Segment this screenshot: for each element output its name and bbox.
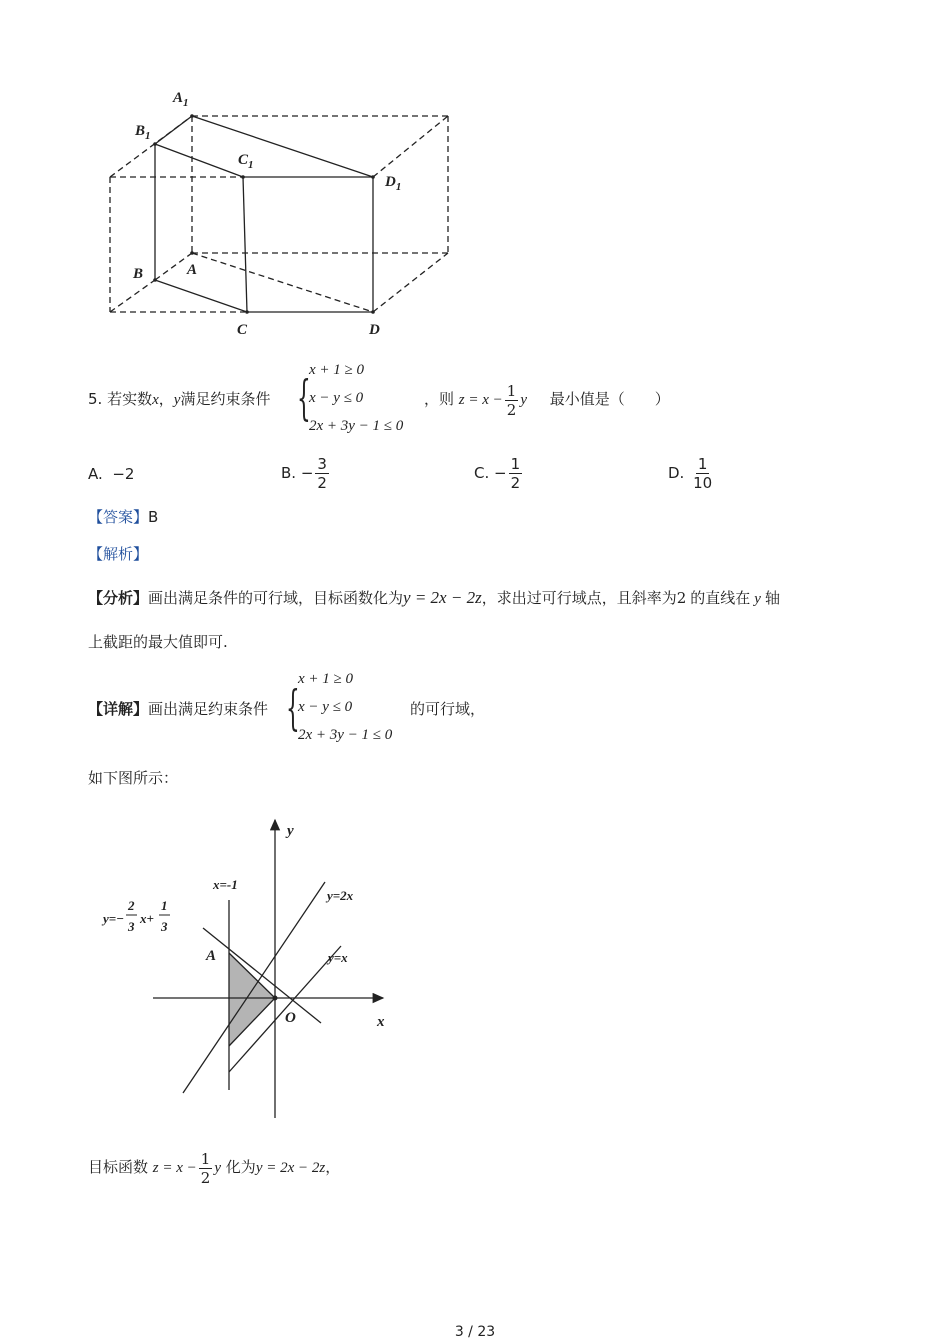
cuboid-figure: [95, 80, 475, 345]
detail-tail: 的可行域，: [410, 700, 486, 718]
label-d1: $D_1$: [385, 174, 402, 193]
detail-constraint: x − y ≤ 0: [298, 699, 353, 715]
option-b[interactable]: B. − $\frac{3}{2}$: [281, 455, 327, 492]
label-c: C: [237, 322, 248, 338]
label-point-a: A: [206, 948, 217, 964]
q5-objective: ，则 z = x − $\frac{1}{2}$ y 最小值是（ ）: [424, 381, 670, 419]
label-a1: $A_1$: [173, 90, 189, 109]
q5-constraint: x − y ≤ 0: [309, 390, 364, 406]
option-a[interactable]: A. −2: [88, 465, 135, 483]
option-d[interactable]: D. $\frac{1}{10}$: [668, 455, 713, 492]
q5-stem: 5. 若实数x，y满足约束条件: [88, 390, 271, 408]
svg-text:3: 3: [161, 919, 168, 934]
label-c1: $C_1$: [238, 152, 254, 171]
q5-constraint-system: [309, 356, 403, 440]
label-y-axis: y: [287, 823, 294, 839]
as-shown-line: 如下图所示：: [88, 769, 179, 787]
label-a: A: [187, 262, 198, 278]
detail-constraint-brace: {: [286, 680, 300, 736]
label-x-neg1: x=-1: [213, 877, 238, 892]
answer-line: 【答案】B: [88, 508, 159, 526]
svg-text:y=−: y=−: [103, 911, 125, 926]
label-y-2x: y=2x: [327, 888, 354, 903]
svg-text:x+: x+: [140, 911, 154, 926]
page-number: 3 / 23: [454, 1324, 496, 1340]
svg-text:1: 1: [161, 898, 168, 913]
analysis-tag: 【解析】: [88, 545, 149, 563]
q5-constraint: x + 1 ≥ 0: [309, 362, 365, 378]
label-d: D: [369, 322, 380, 338]
final-line: 目标函数 z = x − $\frac{1}{2}$ y 化为y = 2x − 2z，: [88, 1149, 341, 1187]
q5-constraint: 2x + 3y − 1 ≤ 0: [309, 418, 404, 434]
feasible-region-figure: [95, 810, 405, 1130]
q5-constraint-brace: {: [297, 370, 311, 426]
label-y-x: y=x: [328, 950, 348, 965]
detail-constraint-system: [298, 665, 392, 749]
label-x-axis: x: [377, 1014, 385, 1030]
svg-text:2: 2: [128, 898, 135, 913]
detail-line: 【详解】画出满足约束条件: [88, 700, 269, 718]
detail-constraint: x + 1 ≥ 0: [298, 671, 354, 687]
label-origin: O: [285, 1010, 296, 1026]
detail-constraint: 2x + 3y − 1 ≤ 0: [298, 727, 393, 743]
label-b: B: [133, 266, 144, 282]
fenxi-line-1: 【分析】画出满足条件的可行域，目标函数化为y = 2x − 2z，求出过可行域点，且斜率为2 的直线在 y 轴: [88, 588, 780, 607]
svg-text:3: 3: [128, 919, 135, 934]
option-c[interactable]: C. − $\frac{1}{2}$: [474, 455, 521, 492]
fenxi-line-2: 上截距的最大值即可.: [88, 633, 228, 651]
label-constraint-line: [101, 898, 170, 934]
label-b1: $B_1$: [135, 123, 151, 142]
